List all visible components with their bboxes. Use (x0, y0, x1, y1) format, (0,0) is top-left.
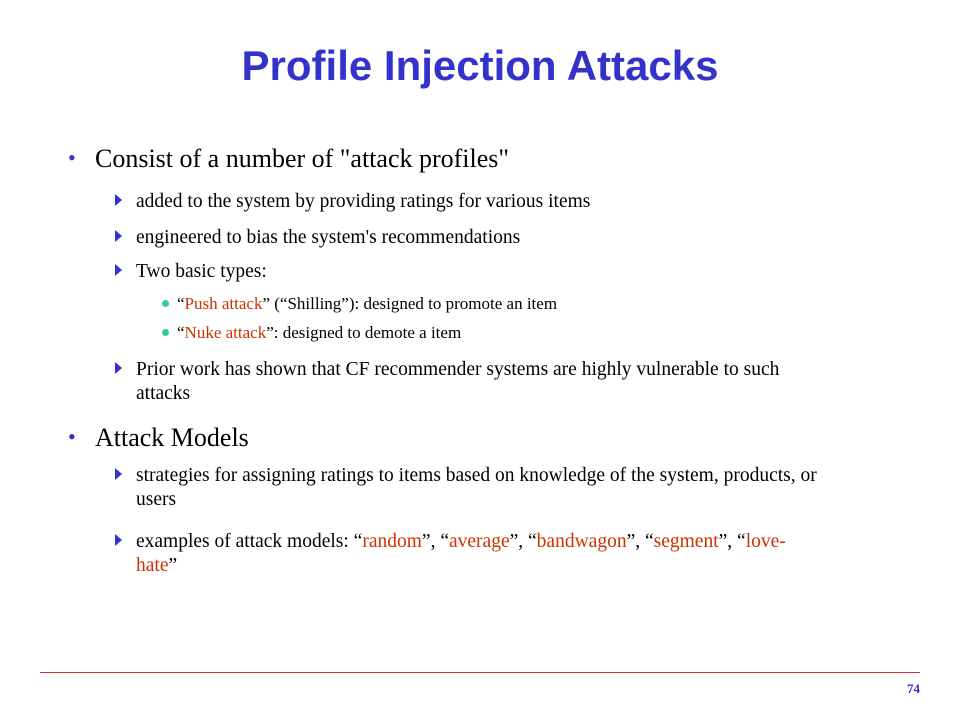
slide-title: Profile Injection Attacks (241, 42, 719, 89)
model-segment: segment (653, 531, 719, 552)
sub-bullet-text: Prior work has shown that CF recommender systems are highly vulnerable to such attacks (136, 359, 780, 404)
triangle-bullet-icon (115, 534, 122, 546)
bullet-text: Attack Models (95, 423, 249, 452)
model-love-hate: love-hate (136, 531, 786, 576)
bullet-dot-icon: • (68, 145, 76, 170)
sub-bullet-text: Two basic types: (136, 261, 267, 282)
bullet-text: Consist of a number of "attack profiles" (95, 144, 510, 173)
sub-bullet-text: strategies for assigning ratings to items based on knowledge of the system, products, or users (136, 465, 817, 510)
sub-bullet-text: added to the system by providing ratings for various items (136, 191, 591, 212)
model-average: average (448, 531, 510, 552)
dot-bullet-icon (162, 329, 169, 336)
dot-bullet-icon (162, 300, 169, 307)
triangle-bullet-icon (115, 230, 122, 242)
nuke-attack-text: “Nuke attack”: designed to demote a item (177, 323, 462, 342)
page-number: 74 (907, 681, 920, 696)
push-attack-label: Push attack (184, 294, 263, 313)
footer-divider (40, 672, 920, 673)
examples-text: examples of attack models: “random”, “average”, “bandwagon”, “segment”, “love-hate” (136, 531, 786, 576)
triangle-bullet-icon (115, 362, 122, 374)
nuke-attack-label: Nuke attack (184, 323, 267, 342)
model-random: random (362, 531, 422, 552)
triangle-bullet-icon (115, 264, 122, 276)
sub-bullet-text: engineered to bias the system's recommendations (136, 227, 521, 248)
model-bandwagon: bandwagon (536, 531, 627, 552)
triangle-bullet-icon (115, 468, 122, 480)
push-attack-text: “Push attack” (“Shilling”): designed to promote an item (177, 294, 558, 313)
triangle-bullet-icon (115, 194, 122, 206)
bullet-dot-icon: • (68, 424, 76, 449)
